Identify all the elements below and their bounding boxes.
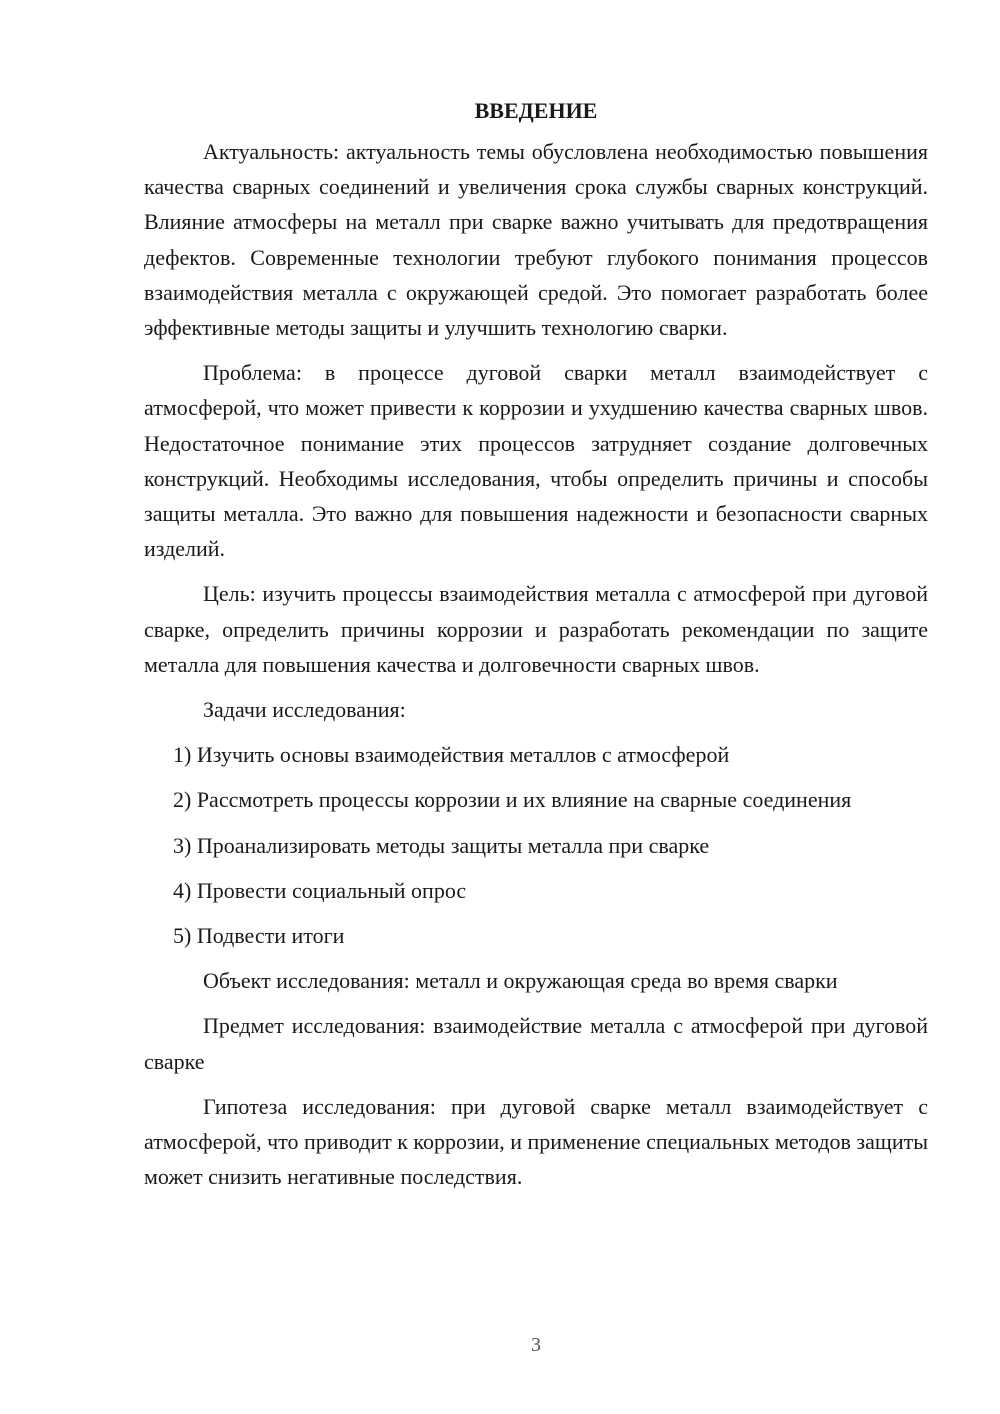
- task-item-3: 3) Проанализировать методы защиты металла при сварке: [173, 832, 710, 858]
- document-page: [144, 94, 928, 1204]
- paragraph-hypothesis: Гипотеза исследования: при дуговой сварке металл взаимодействует с атмосферой, что приводит к коррозии, и применение специальных методов защиты может снизить негативные последствия.: [144, 1093, 928, 1190]
- task-item-2: 2) Рассмотреть процессы коррозии и их влияние на сварные соединения: [173, 787, 852, 813]
- task-item-4: 4) Провести социальный опрос: [173, 877, 467, 903]
- page-number: 3: [531, 1334, 541, 1356]
- tasks-title: Задачи исследования:: [203, 697, 406, 723]
- paragraph-relevance: Актуальность: актуальность темы обусловлена необходимостью повышения качества сварных соединений и увеличения срока службы сварных конструкций. Влияние атмосферы на металл при сварке важно учитывать для предотвращения дефектов. Современные технологии требуют глубокого понимания процессов взаимодействия металла с окружающей средой. Это помогает разработать более эффективные методы защиты и улучшить технологию сварки.: [144, 139, 928, 341]
- paragraph-goal: Цель: изучить процессы взаимодействия металла с атмосферой при дуговой сварке, определить причины коррозии и разработать рекомендации по защите металла для повышения качества и долговечности сварных швов.: [144, 581, 928, 677]
- paragraph-subject: Предмет исследования: взаимодействие металла с атмосферой при дуговой сварке: [144, 1013, 928, 1074]
- paragraph-problem: Проблема: в процессе дуговой сварки металл взаимодействует с атмосферой, что может привести к коррозии и ухудшению качества сварных швов. Недостаточное понимание этих процессов затрудняет создание долговечных конструкций. Необходимы исследования, чтобы определить причины и способы защиты металла. Это важно для повышения надежности и безопасности сварных изделий.: [144, 360, 928, 562]
- page-title: ВВЕДЕНИЕ: [474, 98, 598, 123]
- paragraph-object: Объект исследования: металл и окружающая среда во время сварки: [203, 968, 838, 994]
- task-item-5: 5) Подвести итоги: [173, 923, 345, 949]
- task-item-1: 1) Изучить основы взаимодействия металлов с атмосферой: [173, 742, 730, 768]
